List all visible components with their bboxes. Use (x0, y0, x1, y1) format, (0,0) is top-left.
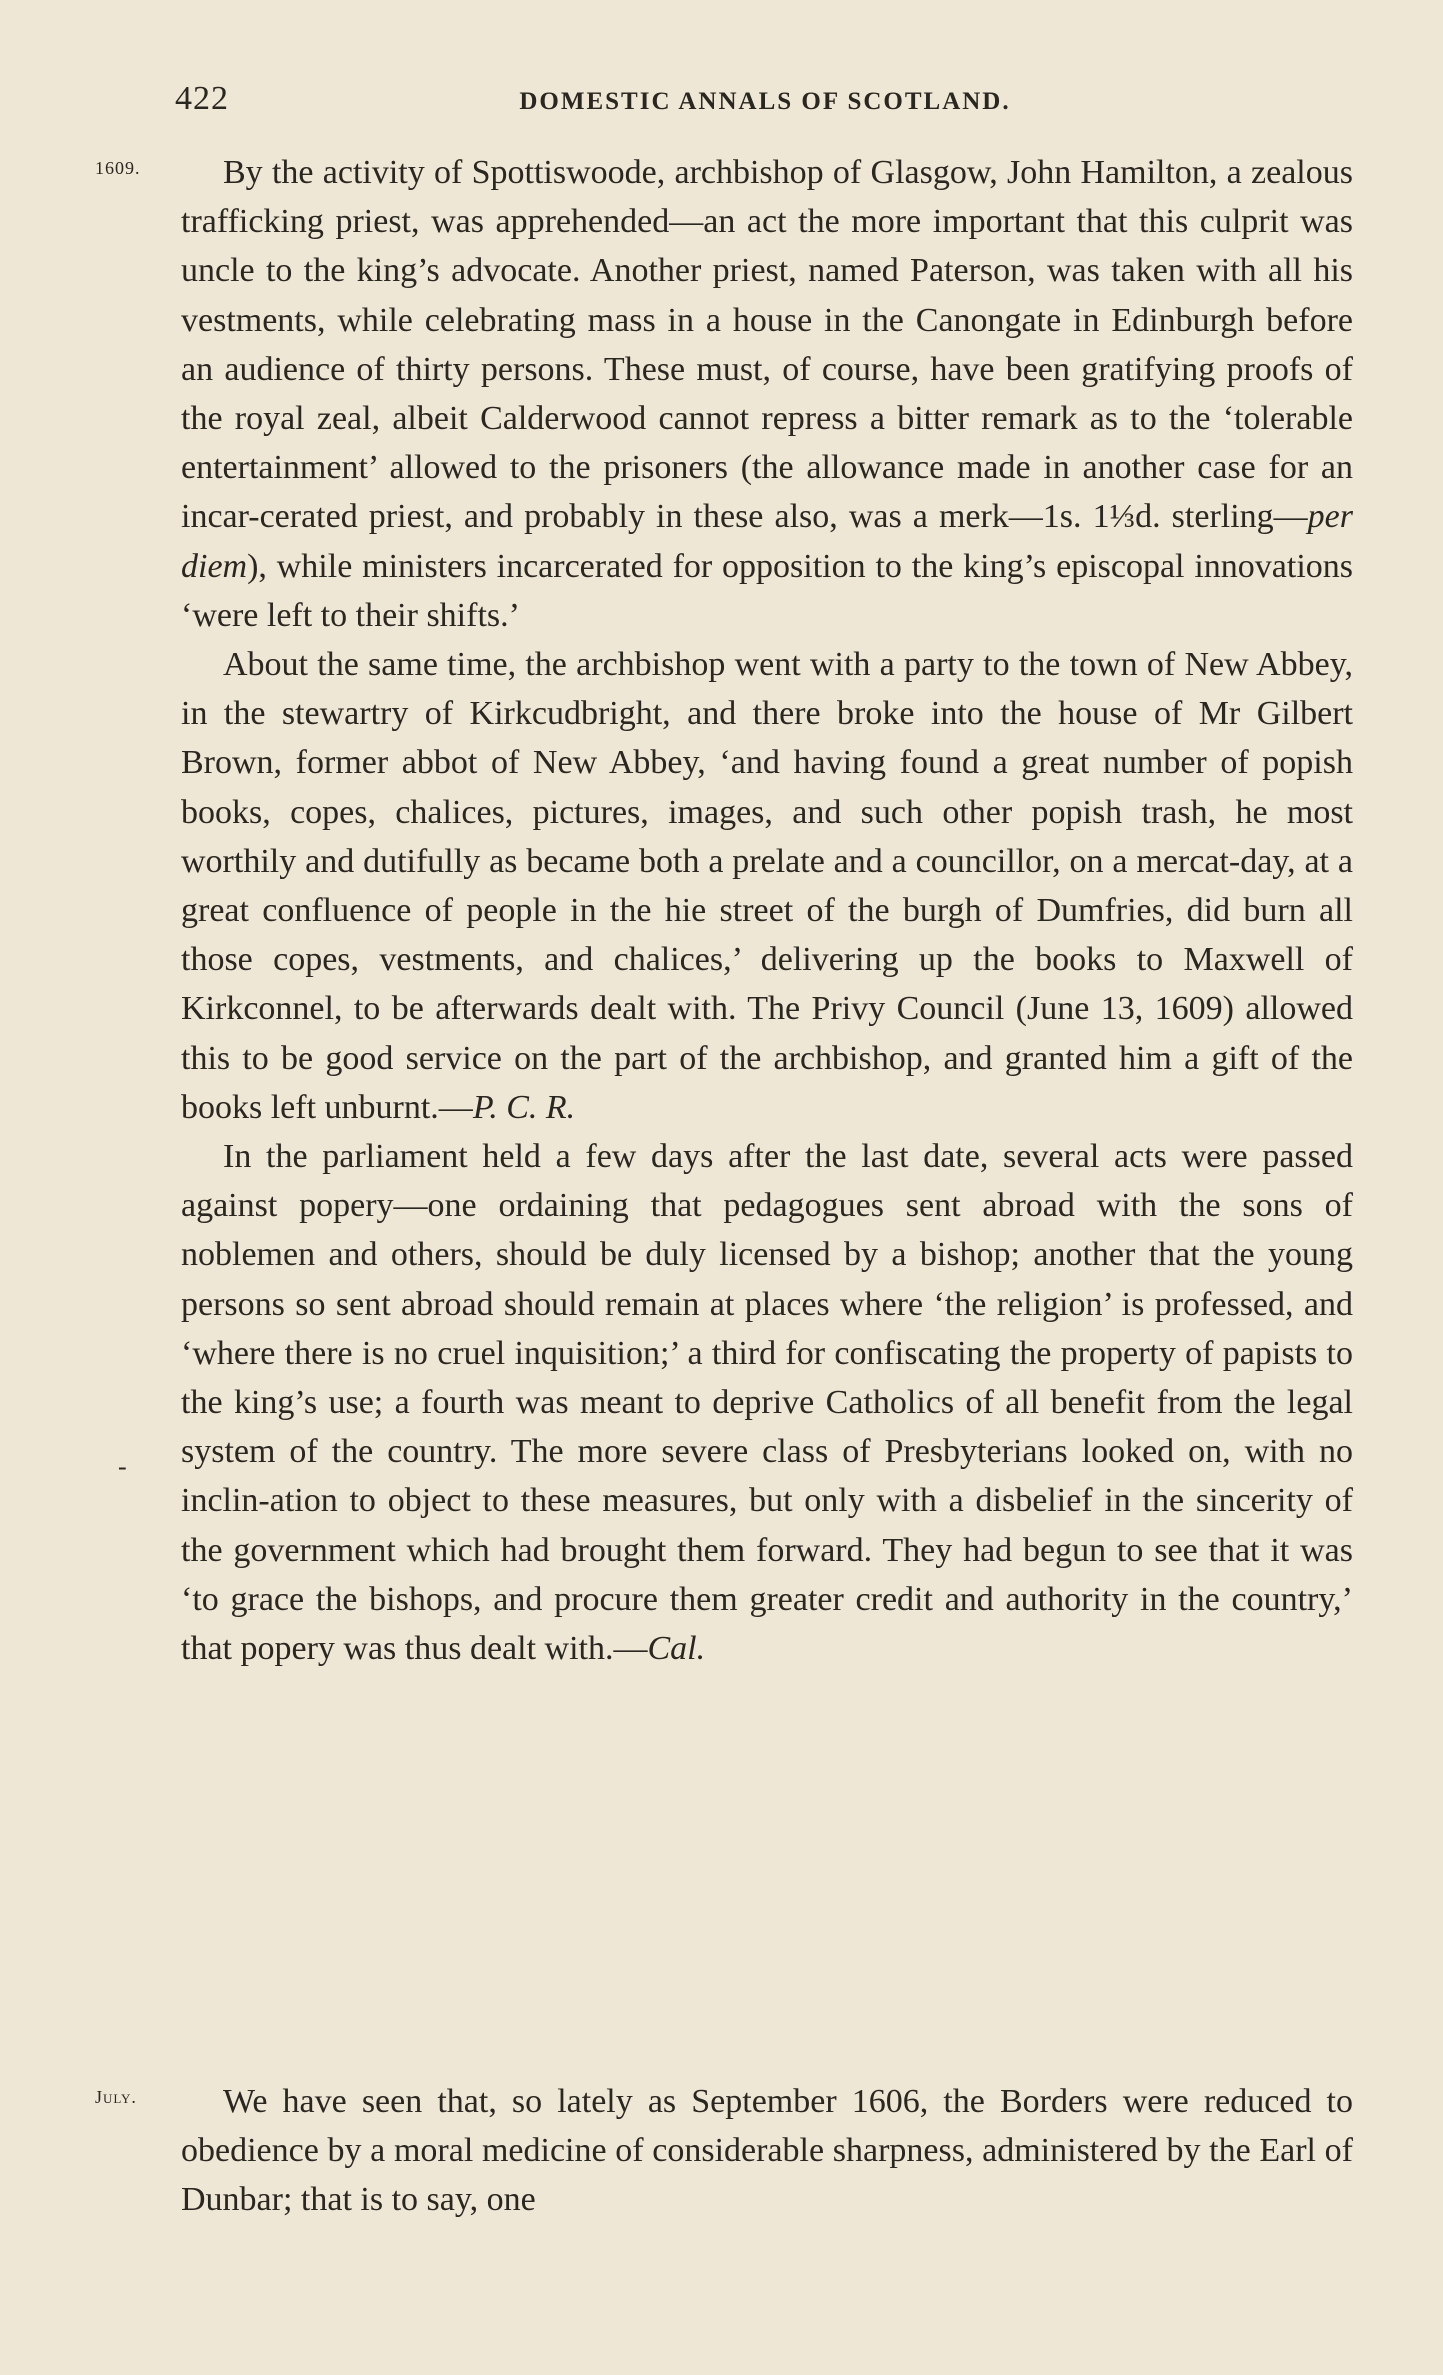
paragraph-spottiswoode: By the activity of Spottiswoode, archbishop of Glasgow, John Hamilton, a zealous trafficking priest, was apprehended—an act the more important that this culprit was uncle to the king’s advocate. Another priest, named Paterson, was taken with all his vestments, while celebrating mass in a house in the Canongate in Edinburgh before an audience of thirty persons. These must, of course, have been gratifying proofs of the royal zeal, albeit Calderwood cannot repress a bitter remark as to the ‘tolerable entertainment’ allowed to the prisoners (the allowance made in another case for an incar-cerated priest, and probably in these also, was a merk—1s. 1⅓d. sterling—per diem), while ministers incarcerated for opposition to the king’s episcopal innovations ‘were left to their shifts.’ (181, 154, 1353, 634)
page-header (175, 80, 1355, 130)
page-number: 422 (175, 80, 229, 117)
section-2 (181, 2077, 1353, 2225)
running-title: DOMESTIC ANNALS OF SCOTLAND. (519, 88, 1011, 115)
section-1 (181, 148, 1353, 1673)
margin-year: 1609. (95, 158, 141, 178)
margin-dash: - (118, 1452, 127, 1481)
paragraph-new-abbey: About the same time, the archbishop went with a party to the town of New Abbey, in the stewartry of Kirkcudbright, and there broke into the house of Mr Gilbert Brown, former abbot of New Abbey, ‘and having found a great number of popish books, copes, chalices, pictures, images, and such other popish trash, he most worthily and dutifully as became both a prelate and a councillor, on a mercat-day, at a great confluence of people in the hie street of the burgh of Dumfries, did burn all those copes, vestments, and chalices,’ delivering up the books to Maxwell of Kirkconnel, to be afterwards dealt with. The Privy Council (June 13, 1609) allowed this to be good service on the part of the archbishop, and granted him a gift of the books left unburnt.—P. C. R. (181, 646, 1353, 1126)
margin-month: July. (95, 2087, 137, 2107)
paragraph-parliament: In the parliament held a few days after the last date, several acts were passed against popery—one ordaining that pedagogues sent abroad with the sons of noblemen and others, should be duly licensed by a bishop; another that the young persons so sent abroad should remain at places where ‘the religion’ is professed, and ‘where there is no cruel inquisition;’ a third for confiscating the property of papists to the king’s use; a fourth was meant to deprive Catholics of all benefit from the legal system of the country. The more severe class of Presbyterians looked on, with no inclin-ation to object to these measures, but only with a disbelief in the sincerity of the government which had brought them forward. They had begun to see that it was ‘to grace the bishops, and procure them greater credit and authority in the country,’ that popery was thus dealt with.—Cal. (181, 1138, 1353, 1668)
paragraph-borders: We have seen that, so lately as September 1606, the Borders were reduced to obedience by a moral medicine of considerable sharpness, administered by the Earl of Dunbar; that is to say, one (181, 2083, 1353, 2219)
